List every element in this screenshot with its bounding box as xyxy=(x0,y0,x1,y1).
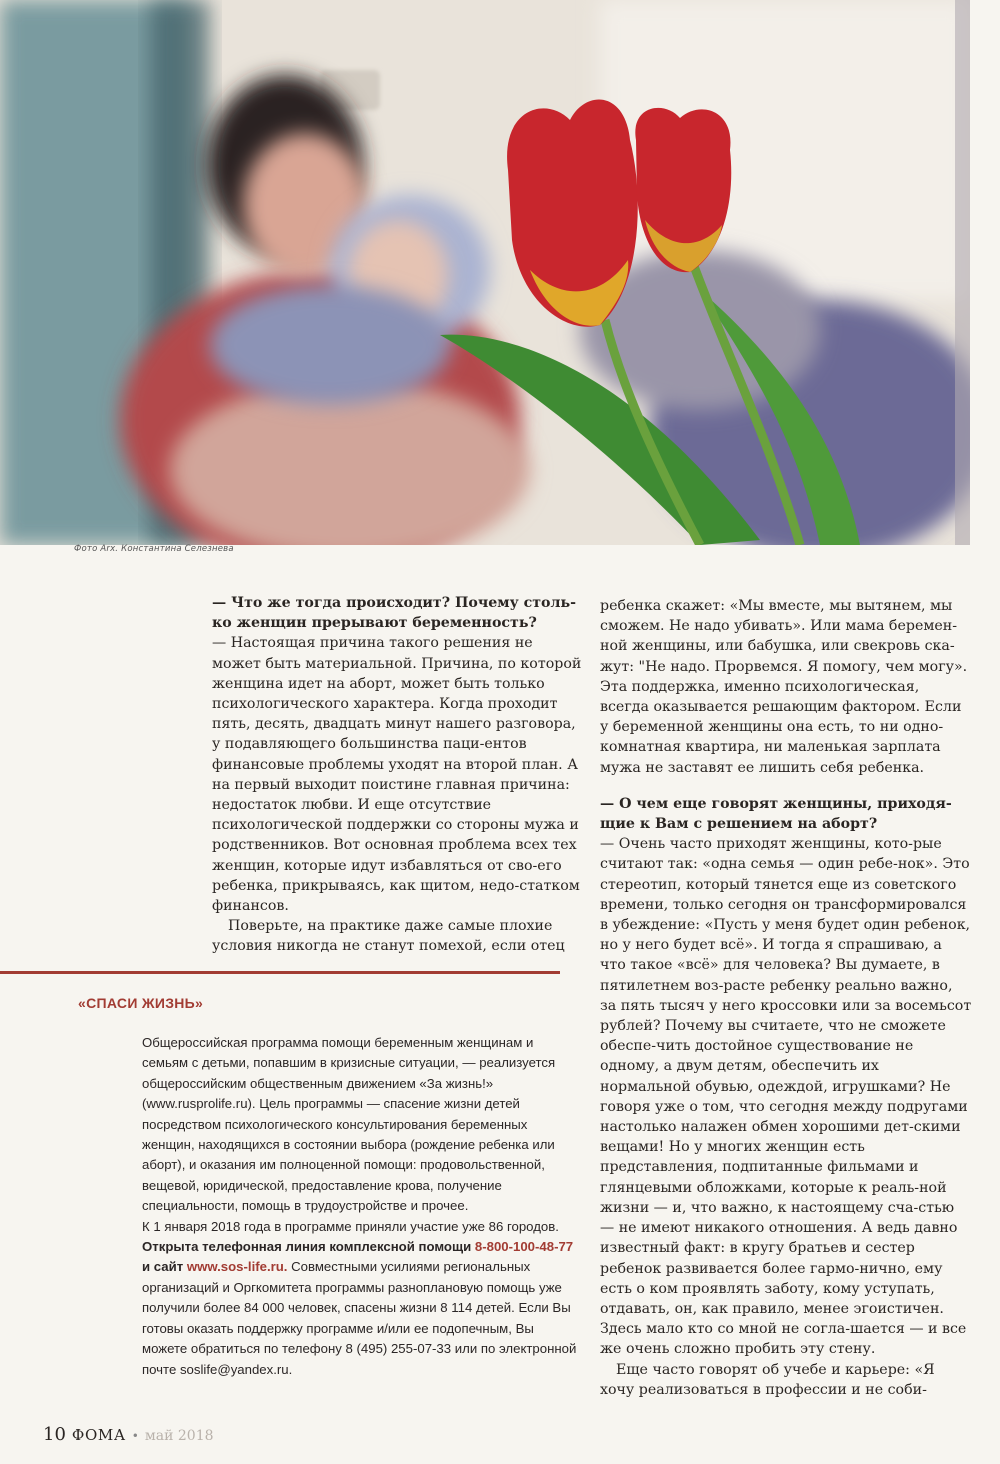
article-paragraph: Еще часто говорят об учебе и карьере: «Я хочу реализоваться в профессии и не соби- xyxy=(600,1361,935,1398)
interview-question: — Что же тогда происходит? Почему столь-ко женщин прерывают беременность? xyxy=(212,595,577,632)
section-divider xyxy=(0,971,560,974)
sidebar-paragraph: Общероссийская программа помощи беременным женщинам и семьям с детьми, попавшим в кризисные ситуации, — реализуется общероссийским общественным движением «За жизнь!» (www.rusprolife.ru). Цель программы — спасение жизни детей посредством психологического консультирования беременных женщин, находящихся в состоянии выбора (рождение ребенка или аборт), и оказания им полноценной помощи: продовольственной, вещевой, юридической, предоставление крова, получение специальности, помощь в трудоустройстве и прочее. xyxy=(142,1035,556,1214)
sidebar-paragraph-contacts xyxy=(142,1217,582,1380)
sidebar-text-part: и сайт xyxy=(142,1259,187,1275)
article-photo xyxy=(0,0,970,545)
photo-credit: Фото Arx. Константина Селезнева xyxy=(74,544,234,554)
sidebar-text-part: К 1 января 2018 года в программе приняли участие уже 86 городов. xyxy=(142,1218,559,1234)
interview-answer: — Настоящая причина такого решения не может быть материальной. Причина, по которой женщина идет на аборт, может быть только психологического характера. Когда проходит пять, десять, двадцать минут нашего разговора, у подавляющего большинства паци-ентов финансовые проблемы уходят на второй план. А на первый выходит поистине главная причина: недостаток любви. И еще отсутствие психологической поддержки со стороны мужа и родственников. Вот основная проблема всех тех женщин, которые идут избавляться от сво-его ребенка, прикрываясь, как щитом, недо-статком финансов. xyxy=(212,635,582,915)
issue-date: май 2018 xyxy=(144,1428,214,1444)
hotline-phone-link[interactable]: 8-800-100-48-77 xyxy=(474,1239,574,1255)
sidebar-title: «СПАСИ ЖИЗНЬ» xyxy=(78,995,204,1011)
page-footer xyxy=(43,1424,214,1445)
sidebar-text xyxy=(142,1033,582,1380)
separator-dot: • xyxy=(131,1429,139,1443)
interview-question: — О чем еще говорят женщины, приходя-щие к Вам с решением на аборт? xyxy=(600,795,952,833)
magazine-name: ФОМА xyxy=(71,1426,126,1444)
page-number: 10 xyxy=(43,1424,66,1445)
hotline-label: Открыта телефонная линия комплексной помощи xyxy=(142,1239,472,1255)
article-paragraph: Поверьте, на практике даже самые плохие условия никогда не станут помехой, если отец xyxy=(212,918,565,955)
website-link[interactable]: www.sos-life.ru. xyxy=(186,1259,288,1275)
photo-illustration xyxy=(0,0,970,545)
article-column-1 xyxy=(212,593,584,957)
interview-answer: — Очень часто приходят женщины, кото-рые считают так: «одна семья — один ребе-нок». Это стереотип, который тянется еще из советского времени, только сегодня он трансформировался в убеждение: «Пусть у меня будет один ребенок, но у него будет всё». И тогда я спрашиваю, а что такое «всё» для человека? Вы думаете, в пятилетнем воз-расте ребенку реально важно, за пять тысяч у него кроссовки или за восемьсот рублей? Почему вы считаете, что не сможете обеспе-чить достойное существование не одному, а двум детям, обеспечить их нормальной обувью, одеждой, игрушками? Не говоря уже о том, что сегодня между подругами настолько налажен обмен хорошими дет-скими вещами! Но у многих женщин есть представления, подпитанные фильмами и глянцевыми обложками, которые к реаль-ной жизни — и, что важно, к настоящему сча-стью — не имеют никакого отношения. А ведь давно известный факт: в кругу братьев и сестер ребенок развивается более гармо-нично, ему есть о ком проявлять заботу, кому уступать, отдавать, он, как правило, менее эгоистичен. Здесь мало кто со мной не согла-шается — и все же очень сложно пробить эту стену. xyxy=(600,836,972,1358)
article-paragraph: ребенка скажет: «Мы вместе, мы вытянем, мы сможем. Не надо убивать». Или мама беремен-ной женщины, или бабушка, или свекровь ска-жут: "Не надо. Прорвемся. Я помогу, чем могу». Эта поддержка, именно психологическая, всегда оказывается решающим фактором. Если у беременной женщины она есть, то ни одно-комнатная квартира, ни маленькая зарплата мужа не заставят ее лишить себя ребенка. xyxy=(600,598,968,776)
article-column-2 xyxy=(600,596,972,1400)
sidebar-text-part: Совместными усилиями региональных организаций и Оргкомитета программы разноплановую помощь уже получили более 84 000 человек, спасены жизни 8 114 детей. Если Вы готовы оказать поддержку программе и/или ее подопечным, Вы можете обратиться по телефону 8 (495) 255-07-33 или по электронной почте soslife@yandex.ru. xyxy=(142,1259,577,1377)
